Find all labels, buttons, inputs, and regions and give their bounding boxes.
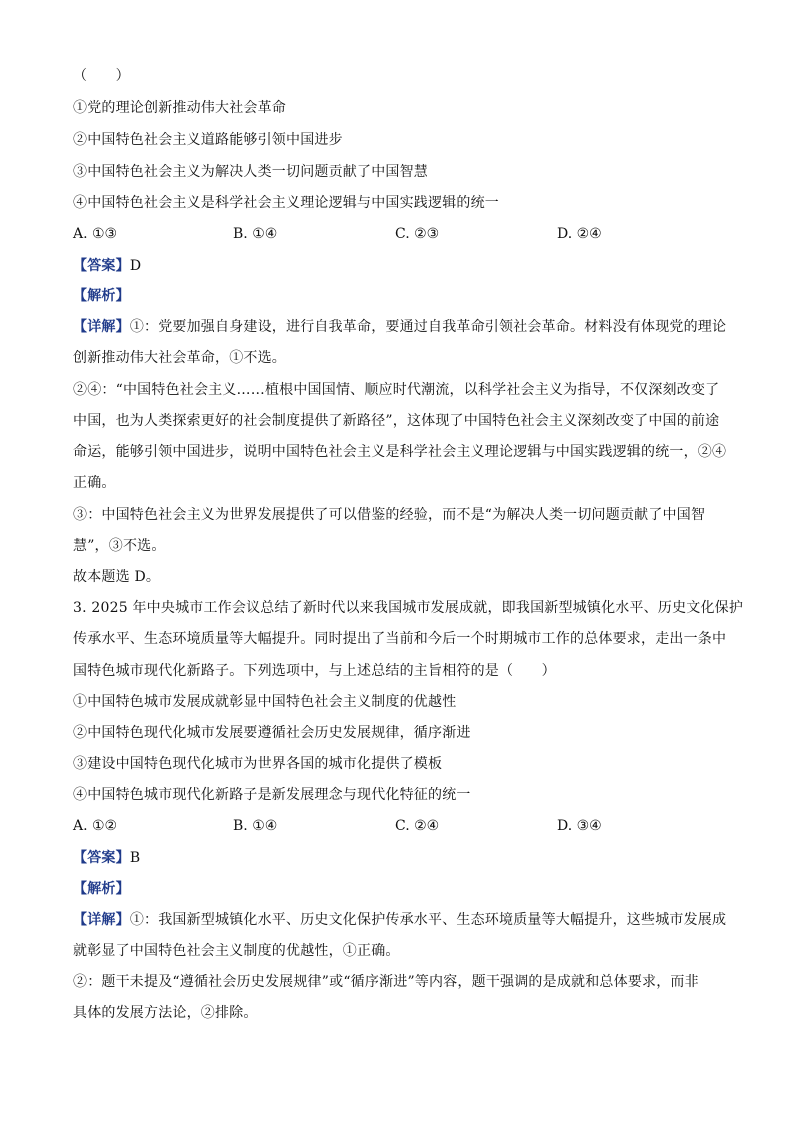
q3-statement-2: ②中国特色现代化城市发展要遵循社会历史发展规律，循序渐进 xyxy=(73,725,471,741)
q2-detail-line-6: 正确。 xyxy=(73,475,116,491)
q3-statement-1: ①中国特色城市发展成就彰显中国特色社会主义制度的优越性 xyxy=(73,694,457,710)
q2-answer-value: D xyxy=(129,258,142,274)
q2-option-a: A. ①③ xyxy=(73,226,118,242)
q3-stem-line-2: 传承水平、生态环境质量等大幅提升。同时提出了当前和今后一个时期城市工作的总体要求，走出一条中 xyxy=(73,631,727,647)
q3-detail-text-1: ①：我国新型城镇化水平、历史文化保护传承水平、生态环境质量等大幅提升，这些城市发展成 xyxy=(129,912,727,928)
q3-stem-line-1: 3. 2025 年中央城市工作会议总结了新时代以来我国城市发展成就，即我国新型城镇化水平、历史文化保护 xyxy=(73,600,744,616)
q3-analysis-heading xyxy=(73,879,130,899)
q3-statement-4: ④中国特色城市现代化新路子是新发展理念与现代化特征的统一 xyxy=(73,787,471,803)
q2-option-b: B. ①④ xyxy=(233,226,278,242)
detail-tag: 【详解】 xyxy=(73,912,130,928)
q3-option-d: D. ③④ xyxy=(557,818,602,834)
analysis-tag: 【解析】 xyxy=(73,881,130,897)
q2-statement-3: ③中国特色社会主义为解决人类一切问题贡献了中国智慧 xyxy=(73,164,428,180)
q3-answer-value: B xyxy=(129,850,141,866)
q3-option-c: C. ②④ xyxy=(395,818,440,834)
q2-detail-line-5: 命运，能够引领中国进步，说明中国特色社会主义是科学社会主义理论逻辑与中国实践逻辑的统一，②④ xyxy=(73,444,727,460)
q3-statement-3: ③建设中国特色现代化城市为世界各国的城市化提供了模板 xyxy=(73,756,443,772)
q2-detail-line-4: 中国，也为人类探索更好的社会制度提供了新路径”，这体现了中国特色社会主义深刻改变了中国的前途 xyxy=(73,413,720,429)
q3-detail-line-2: 就彰显了中国特色社会主义制度的优越性，①正确。 xyxy=(73,943,400,959)
q3-detail-line-3: ②：题干未提及“遵循社会历史发展规律”或“循序渐进”等内容，题干强调的是成就和总体要求，而非 xyxy=(73,974,699,990)
q3-answer-line xyxy=(73,848,140,868)
q2-detail-line-8: 慧”，③不选。 xyxy=(73,538,166,554)
q3-option-b: B. ①④ xyxy=(233,818,278,834)
q2-statement-1: ①党的理论创新推动伟大社会革命 xyxy=(73,100,286,116)
answer-tag: 【答案】 xyxy=(73,850,130,866)
detail-tag: 【详解】 xyxy=(73,319,130,335)
q2-option-d: D. ②④ xyxy=(557,226,602,242)
q2-conclusion: 故本题选 D。 xyxy=(73,569,161,585)
q2-statement-2: ②中国特色社会主义道路能够引领中国进步 xyxy=(73,132,343,148)
q2-detail-text-1: ①：党要加强自身建设，进行自我革命，要通过自我革命引领社会革命。材料没有体现党的理论 xyxy=(129,319,727,335)
q3-stem-line-3: 国特色城市现代化新路子。下列选项中，与上述总结的主旨相符的是（ ） xyxy=(73,663,556,679)
q2-detail-line-2: 创新推动伟大社会革命，①不选。 xyxy=(73,350,286,366)
analysis-tag: 【解析】 xyxy=(73,288,130,304)
q2-analysis-heading xyxy=(73,286,130,306)
q3-detail-line-4: 具体的发展方法论，②排除。 xyxy=(73,1005,258,1021)
q2-detail-line-1 xyxy=(73,317,726,337)
q3-option-a: A. ①② xyxy=(73,818,118,834)
q2-answer-line xyxy=(73,256,141,276)
q2-statement-4: ④中国特色社会主义是科学社会主义理论逻辑与中国实践逻辑的统一 xyxy=(73,195,499,211)
q2-option-c: C. ②③ xyxy=(395,226,440,242)
answer-tag: 【答案】 xyxy=(73,258,130,274)
q2-detail-line-3: ②④：“中国特色社会主义……植根中国国情、顺应时代潮流，以科学社会主义为指导，不仅深刻改变了 xyxy=(73,382,720,398)
q2-detail-line-7: ③：中国特色社会主义为世界发展提供了可以借鉴的经验，而不是“为解决人类一切问题贡献了中国智 xyxy=(73,507,706,523)
q2-answer-bracket: （ ） xyxy=(73,68,130,84)
q3-detail-line-1 xyxy=(73,910,726,930)
